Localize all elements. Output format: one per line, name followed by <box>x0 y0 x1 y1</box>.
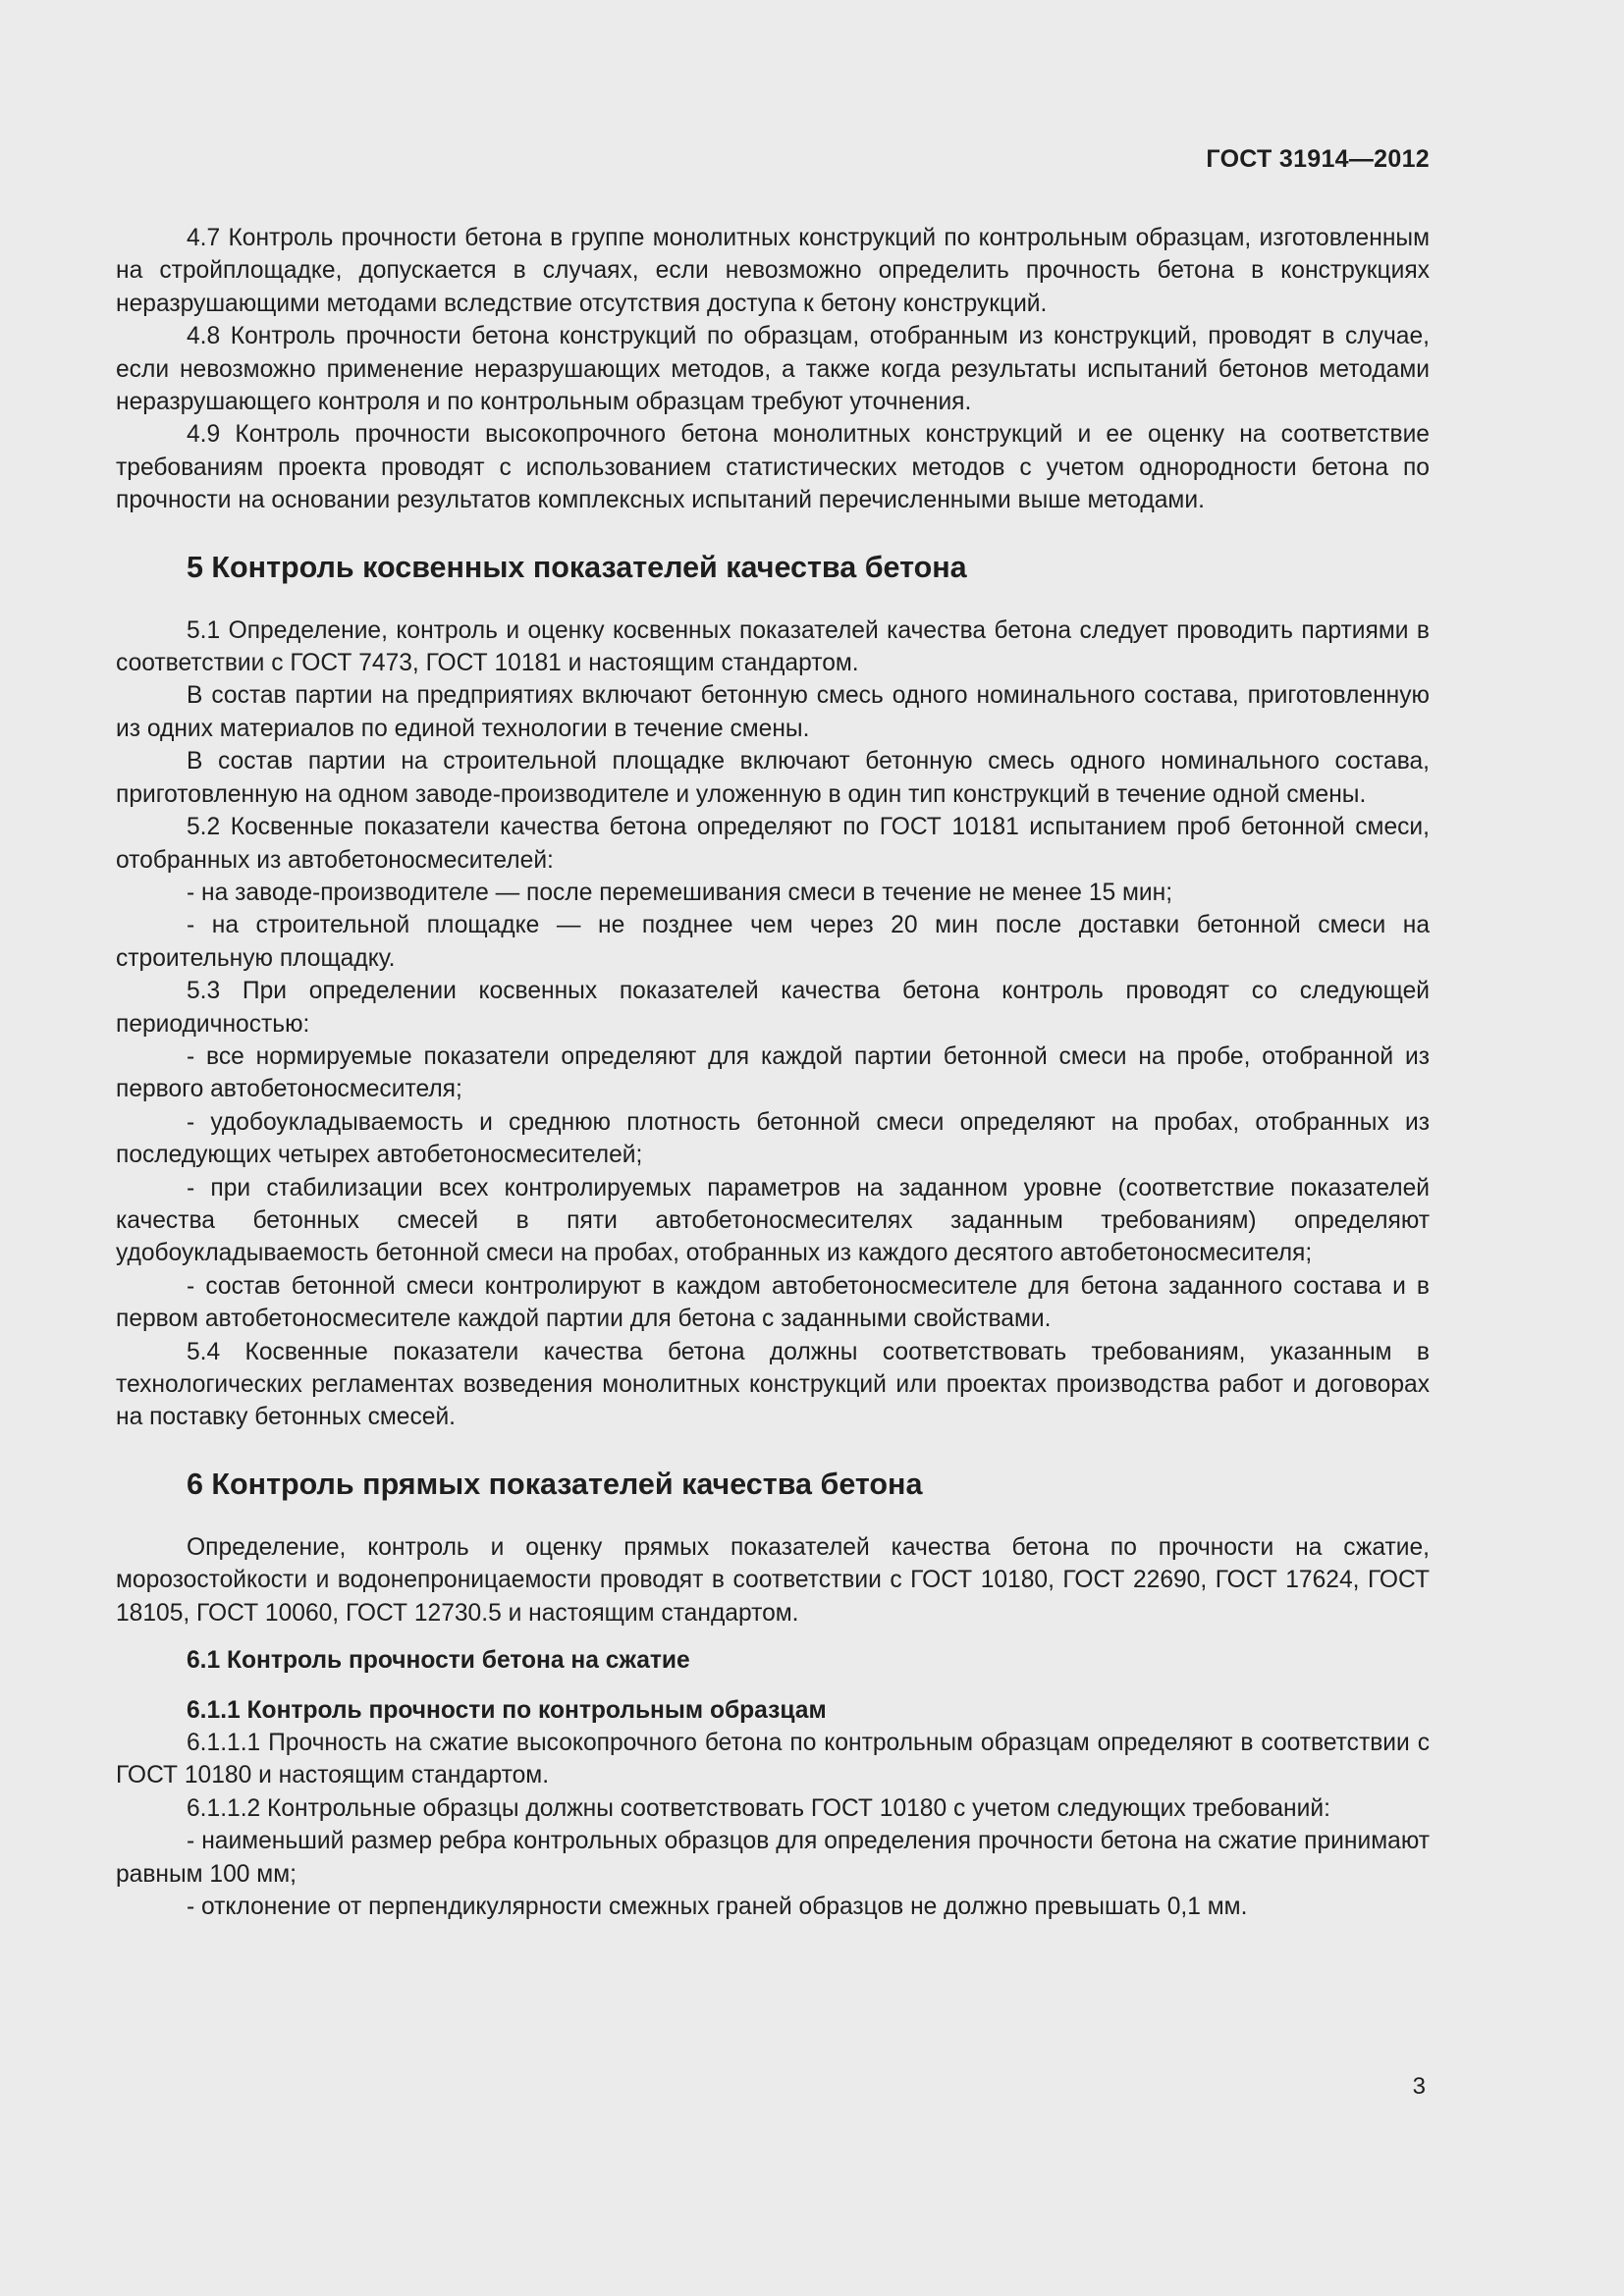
paragraph-5-4: 5.4 Косвенные показатели качества бетона должны соответствовать требованиям, указанным в технологических регламентах возведения монолитных конструкций или проектах производства работ и договорах на поставку бетонных смесей. <box>116 1338 1430 1431</box>
paragraph-5-3: 5.3 При определении косвенных показателей качества бетона контроль проводят со следующей периодичностью: <box>116 978 1430 1038</box>
paragraph-6-1-1-1: 6.1.1.1 Прочность на сжатие высокопрочного бетона по контрольным образцам определяют в соответствии с ГОСТ 10180 и настоящим стандартом. <box>116 1730 1430 1789</box>
section-5-heading: 5 Контроль косвенных показателей качества бетона <box>187 550 967 584</box>
paragraph-4-8: 4.8 Контроль прочности бетона конструкций по образцам, отобранным из конструкций, проводят в случае, если невозможно применение неразрушающих методов, а также когда результаты испытаний бетонов методами неразрушающего контроля и по контрольным образцам требуют уточнения. <box>116 323 1430 416</box>
page-number: 3 <box>1412 2073 1426 2100</box>
list-item-5-3-composition: - состав бетонной смеси контролируют в каждом автобетоносмесителе для бетона заданного состава и в первом автобетоносмесителе каждой партии для бетона с заданными свойствами. <box>116 1272 1430 1333</box>
list-item-5-3-workability: - удобоукладываемость и среднюю плотность бетонной смеси определяют на пробах, отобранных из последующих четырех автобетоносмесителей; <box>116 1108 1430 1169</box>
paragraph-6-intro: Определение, контроль и оценку прямых показателей качества бетона по прочности на сжатие, морозостойкости и водонепроницаемости проводят в соответствии с ГОСТ 10180, ГОСТ 22690, ГОСТ 17624, ГОСТ 18105, ГОСТ 10060, ГОСТ 12730.5 и настоящим стандартом. <box>116 1533 1430 1627</box>
document-body <box>116 222 1430 1923</box>
paragraph-6-1-1-2: 6.1.1.2 Контрольные образцы должны соответствовать ГОСТ 10180 с учетом следующих требований: <box>187 1794 1330 1822</box>
paragraph-4-9: 4.9 Контроль прочности высокопрочного бетона монолитных конструкций и ее оценку на соответствие требованиям проекта проводят с использованием статистических методов с учетом однородности бетона по прочности на основании результатов комплексных испытаний перечисленными выше методами. <box>116 421 1430 514</box>
document-code-header: ГОСТ 31914—2012 <box>1206 145 1430 173</box>
paragraph-5-1: 5.1 Определение, контроль и оценку косвенных показателей качества бетона следует проводить партиями в соответствии с ГОСТ 7473, ГОСТ 10181 и настоящим стандартом. <box>116 616 1430 677</box>
paragraph-5-2: 5.2 Косвенные показатели качества бетона определяют по ГОСТ 10181 испытанием проб бетонной смеси, отобранных из автобетоносмесителей: <box>116 814 1430 874</box>
paragraph-4-7: 4.7 Контроль прочности бетона в группе монолитных конструкций по контрольным образцам, изготовленным на стройплощадке, допускается в случаях, если невозможно определить прочность бетона в конструкциях неразрушающими методами вследствие отсутствия доступа к бетону конструкций. <box>116 225 1430 317</box>
list-item-5-3-all: - все нормируемые показатели определяют для каждой партии бетонной смеси на пробе, отобранной из первого автобетоносмесителя; <box>116 1042 1430 1103</box>
paragraph-5-1-factory: В состав партии на предприятиях включают бетонную смесь одного номинального состава, приготовленную из одних материалов по единой технологии в течение смены. <box>116 682 1430 742</box>
section-6-heading: 6 Контроль прямых показателей качества бетона <box>187 1467 923 1501</box>
list-item-6-1-1-2-perpendicularity: - отклонение от перпендикулярности смежных граней образцов не должно превышать 0,1 мм. <box>187 1894 1248 1921</box>
paragraph-5-1-site: В состав партии на строительной площадке включают бетонную смесь одного номинального состава, приготовленную на одном заводе-производителе и уложенную в один тип конструкций в течение одной смены. <box>116 748 1430 808</box>
list-item-5-3-stabilization: - при стабилизации всех контролируемых параметров на заданном уровне (соответствие показателей качества бетонных смесей в пяти автобетоносмесителях заданным требованиям) определяют удобоукладываемость бетонной смеси на пробах, отобранных из каждого десятого автобетоносмесителя; <box>116 1174 1430 1267</box>
section-6-1-1-heading: 6.1.1 Контроль прочности по контрольным образцам <box>187 1697 827 1725</box>
list-item-6-1-1-2-edge: - наименьший размер ребра контрольных образцов для определения прочности бетона на сжатие принимают равным 100 мм; <box>116 1828 1430 1888</box>
list-item-5-2-site: - на строительной площадке — не позднее чем через 20 мин после доставки бетонной смеси на строительную площадку. <box>116 912 1430 972</box>
section-6-1-heading: 6.1 Контроль прочности бетона на сжатие <box>187 1647 690 1675</box>
list-item-5-2-factory: - на заводе-производителе — после перемешивания смеси в течение не менее 15 мин; <box>187 879 1173 906</box>
